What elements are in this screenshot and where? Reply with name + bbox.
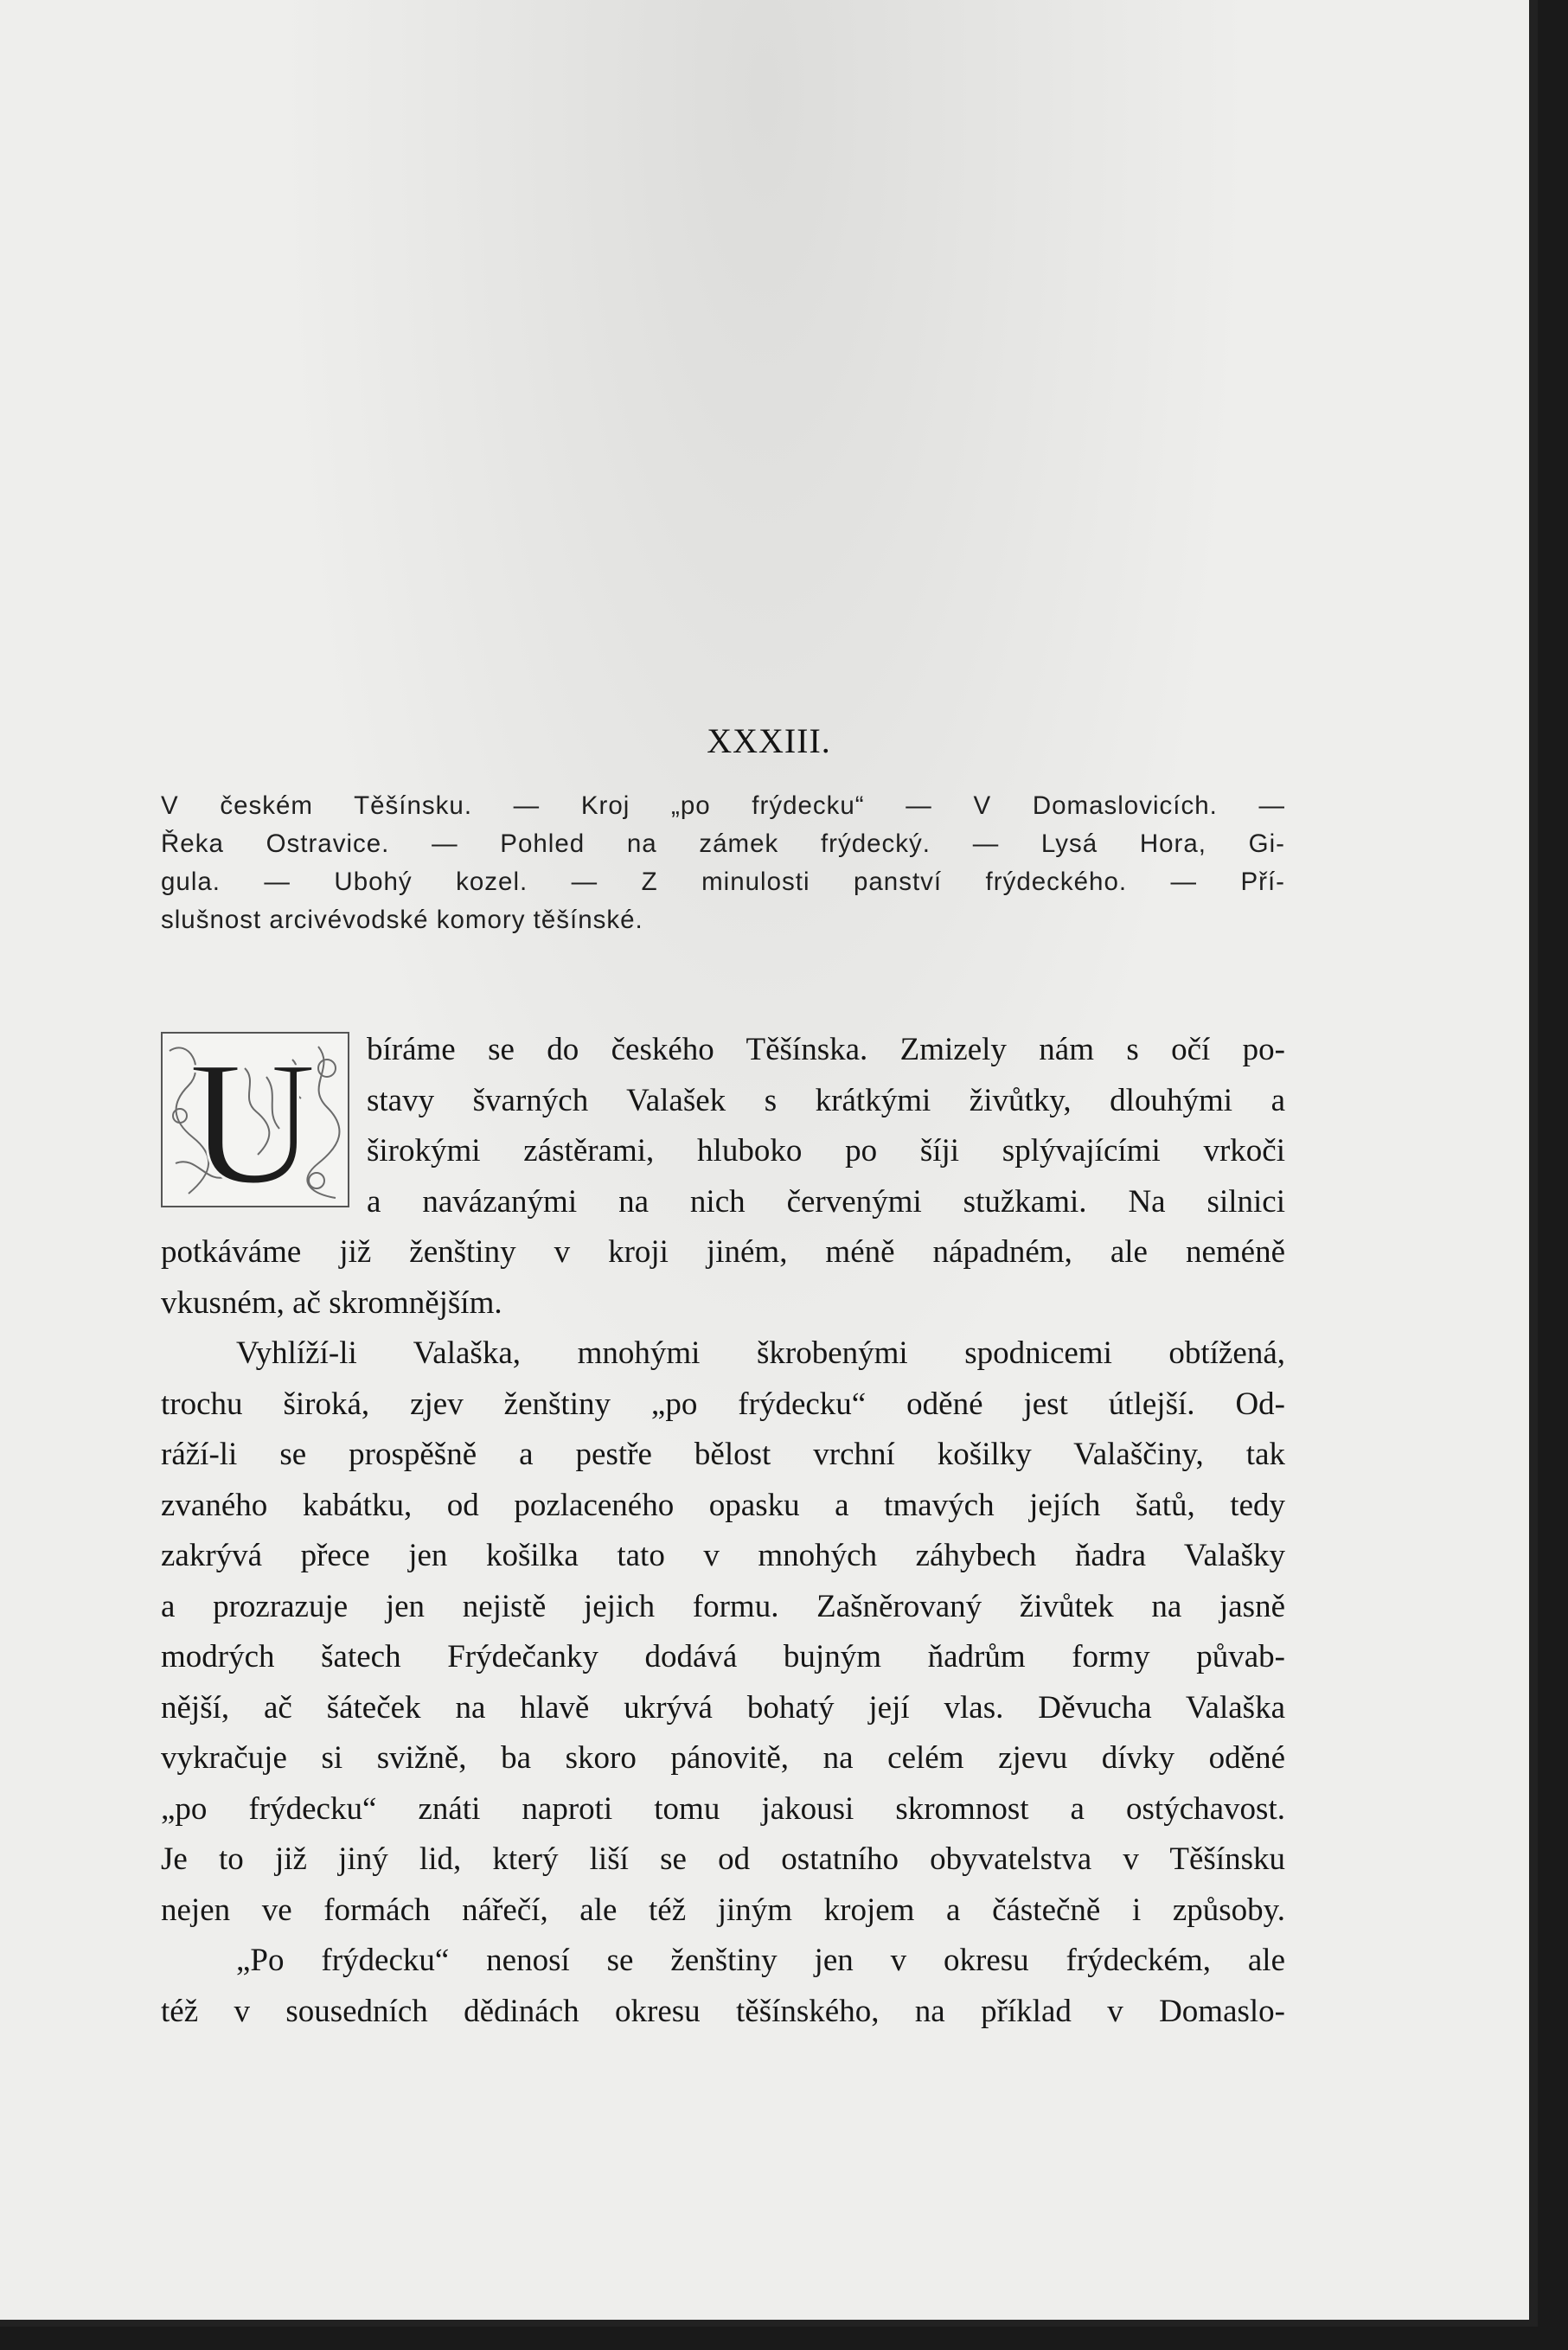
text-line: zvaného kabátku, od pozlaceného opasku a tmavých jejích šatů, tedy [161,1487,1285,1523]
text-line: modrých šatech Frýdečanky dodává bujným ňadrům formy půvab- [161,1639,1285,1674]
text-line: a navázanými na nich červenými stužkami. Na silnici [367,1183,1285,1220]
text-line: širokými zástěrami, hluboko po šíji splývajícími vrkoči [367,1133,1285,1169]
body-text [161,1025,1285,2037]
paragraph [161,1329,1285,1936]
text-line: nejen ve formách nářečí, ale též jiným krojem a částečně i způsoby. [161,1892,1285,1928]
paragraph [161,1936,1285,2037]
paragraph [161,1025,1285,1329]
drop-cap-letter: U [188,1034,317,1206]
summary-line: Řeka Ostravice. — Pohled na zámek frýdecký. — Lysá Hora, Gi- [161,829,1285,858]
text-line: potkáváme již ženštiny v kroji jiném, méně nápadném, ale neméně [161,1234,1285,1270]
text-line: též v sousedních dědinách okresu těšínského, na příklad v Domaslo- [161,1993,1285,2029]
text-line: Vyhlíží-li Valaška, mnohými škrobenými spodnicemi obtížená, [236,1335,1285,1371]
text-line: ráží-li se prospěšně a pestře bělost vrchní košilky Valaščiny, tak [161,1437,1285,1472]
text-line: „Po frýdecku“ nenosí se ženštiny jen v okresu frýdeckém, ale [236,1943,1285,1978]
text-line: vykračuje si svižně, ba skoro pánovitě, na celém zjevu dívky oděné [161,1740,1285,1776]
text-line: bíráme se do českého Těšínska. Zmizely nám s očí po- [367,1032,1285,1067]
chapter-summary [161,787,1285,939]
summary-line: V českém Těšínsku. — Kroj „po frýdecku“ — V Domaslovicích. — [161,791,1285,820]
text-line: „po frýdecku“ znáti naproti tomu jakousi skromnost a ostýchavost. [161,1790,1285,1827]
text-line: trochu široká, zjev ženštiny „po frýdecku“ oděné jest útlejší. Od- [161,1386,1285,1422]
text-line: vkusném, ač skromnějším. [161,1284,502,1321]
text-line: stavy švarných Valašek s krátkými živůtky, dlouhými a [367,1082,1285,1118]
summary-line: gula. — Ubohý kozel. — Z minulosti panství frýdeckého. — Pří- [161,868,1285,896]
text-line: Je to již jiný lid, který liší se od ostatního obyvatelstva v Těšínsku [161,1841,1285,1877]
text-line: nější, ač šáteček na hlavě ukrývá bohatý její vlas. Děvucha Valaška [161,1689,1285,1726]
text-line: a prozrazuje jen nejistě jejich formu. Zašněrovaný živůtek na jasně [161,1588,1285,1624]
text-line: zakrývá přece jen košilka tato v mnohých záhybech ňadra Valašky [161,1538,1285,1573]
summary-line: slušnost arcivévodské komory těšínské. [161,906,643,934]
chapter-number: XXXIII. [707,721,831,760]
